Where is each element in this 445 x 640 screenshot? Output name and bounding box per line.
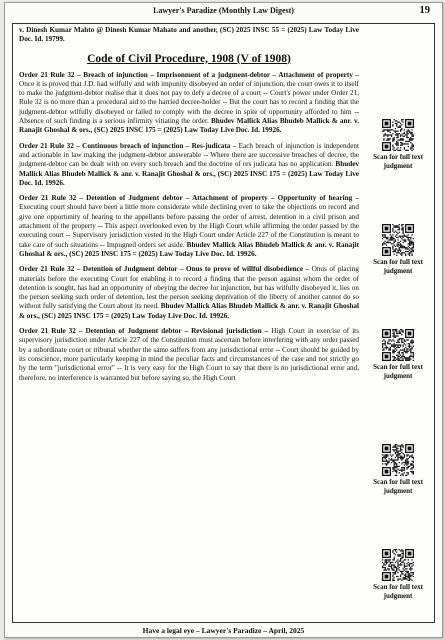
entry-body: Once it is proved that J.D. had wilfully and with impunity disobeyed an order of injunction, the court owes it to itself to make the judgment-debtor realise that it does not pay to defy a decree of a court -- Court's power under Order 21, Rule 32 is no more than a procedural aid to the harried decree-holder -- But the court has to record a finding that the judgment-debtor wilfully disobeyed or failed to comply with the decree in spite of opportunity afforded to him -- Absence of such finding is a serious infirmity vitiating the order. bbox=[19, 79, 359, 126]
headnote-entry bbox=[19, 194, 359, 259]
qr-code-icon[interactable] bbox=[382, 224, 414, 256]
entry-citation: Bhudev Mallick Alias Bhudeb Mallick & anr. v. Ranajit Ghoshal & ors., (SC) 2025 INSC 175 = (2025) Law Today Live Doc. Id. 19926. bbox=[19, 240, 359, 258]
entry-heading: Order 21 Rule 32 – Detention of Judgment debtor – Revisional jurisdiction – bbox=[19, 327, 269, 336]
top-citation: v. Dinesh Kumar Mahto @ Dinesh Kumar Mahato and another, (SC) 2025 INSC 55 = (2025) Law Today Live Doc. Id. 19799. bbox=[19, 26, 359, 44]
headnote-entry bbox=[19, 265, 359, 321]
qr-label: Scan for full text judgment bbox=[373, 478, 423, 495]
page-footer: Have a legal eye – Lawyer's Paradize – April, 2025 bbox=[142, 626, 305, 635]
headnote-entry bbox=[19, 327, 359, 383]
content-frame bbox=[12, 23, 435, 623]
qr-block[interactable] bbox=[367, 224, 429, 275]
entry-heading: Order 21 Rule 32 – Breach of injunction – Imprisonment of a judgment-debtor – Attachment of property – bbox=[19, 70, 359, 79]
qr-code-icon[interactable] bbox=[382, 329, 414, 361]
qr-label: Scan for full text judgment bbox=[373, 363, 423, 380]
entry-body: Executing court should have been a little more considerate while declining even to take the objections on record and give one opportunity of hearing to the appellants before passing the order of arrest, detention in a civil prison and attachment of the property -- This aspect overlooked even by the High Court while affirming the order passed by the executing court -- Supervisory jurisdiction vested in the High Court under Article 227 of the Constitution is meant to take care of such situations -- Impugned orders set aside. bbox=[19, 203, 359, 249]
qr-label: Scan for full text judgment bbox=[373, 258, 423, 275]
headnote-entry bbox=[19, 142, 359, 188]
entry-body: Each breach of injunction is independent and actionable in law making the judgment-debtor answerable -- Where there are successive breaches of decree, the judgment-debtor can be dealt with on every such breach and the doctrine of res judicata has no application. bbox=[19, 141, 359, 169]
page bbox=[4, 2, 443, 638]
entry-heading: Order 21 Rule 32 – Detention of Judgment debtor – Attachment of property – Opportunity of hearing – bbox=[19, 194, 359, 203]
entry-body: Onus of placing materials before the executing Court for enabling it to record a finding that the person against whom the order of detention is sought, has had an opportunity of obeying the decree for injunction, but has wilfully disobeyed it, lies on the person seeking such order of detention, lest the person seeking deprivation of the liberty of another cannot do so without fully satisfying the Court about its need. bbox=[19, 265, 359, 311]
page-number: 19 bbox=[419, 5, 430, 16]
entry-citation: Bhudev Mallick Alias Bhudeb Mallick & anr. v. Ranajit Ghoshal & ors., (SC) 2025 INSC 175 = (2025) Law Today Live Doc. Id. 19926. bbox=[19, 117, 360, 135]
qr-label: Scan for full text judgment bbox=[373, 583, 423, 600]
qr-code-icon[interactable] bbox=[382, 444, 414, 476]
qr-block[interactable] bbox=[367, 444, 429, 495]
qr-label: Scan for full text judgment bbox=[373, 153, 423, 170]
entry-heading: Order 21 Rule 32 – Detention of Judgment debtor – Onus to prove of willful disobedience – bbox=[19, 265, 310, 274]
headnote-entry bbox=[19, 71, 359, 136]
entry-citation: Bhudev Mallick Alias Bhudeb Mallick & anr. v. Ranajit Ghoshal & ors., (SC) 2025 INSC 175 = (2025) Law Today Live Doc. Id. 19926. bbox=[19, 302, 359, 320]
qr-code-icon[interactable] bbox=[382, 119, 414, 151]
entry-citation: Bhudev Mallick Alias Bhudeb Mallick & anr. v. Ranajit Ghoshal & ors., (SC) 2025 INSC 175 = (2025) Law Today Live Doc. Id. 19926. bbox=[19, 160, 359, 187]
entry-heading: Order 21 Rule 32 – Continuous breach of injunction – Res-judicata – bbox=[19, 141, 237, 150]
journal-header: Lawyer's Paradize (Monthly Law Digest) bbox=[153, 6, 294, 15]
qr-code-icon[interactable] bbox=[382, 549, 414, 581]
text-column bbox=[19, 26, 359, 389]
qr-block[interactable] bbox=[367, 119, 429, 170]
section-title: Code of Civil Procedure, 1908 (V of 1908) bbox=[87, 52, 291, 65]
entry-body: High Court in exercise of its supervisory jurisdiction under Article 227 of the Constitution must ascertain before interfering with any order passed by a subordinate court or tribunal whether the same suffers from any jurisdictional error -- Court should be guided by its conscience, more particularly keeping in mind the peculiar facts and circumstances of the case and not strictly go by the term "jurisdictional error" -- It is very easy for the High Court to say that there is no jurisdictional error and, therefore, no interference is warranted but before saying so, the High Court bbox=[19, 327, 359, 382]
qr-block[interactable] bbox=[367, 549, 429, 600]
qr-block[interactable] bbox=[367, 329, 429, 380]
